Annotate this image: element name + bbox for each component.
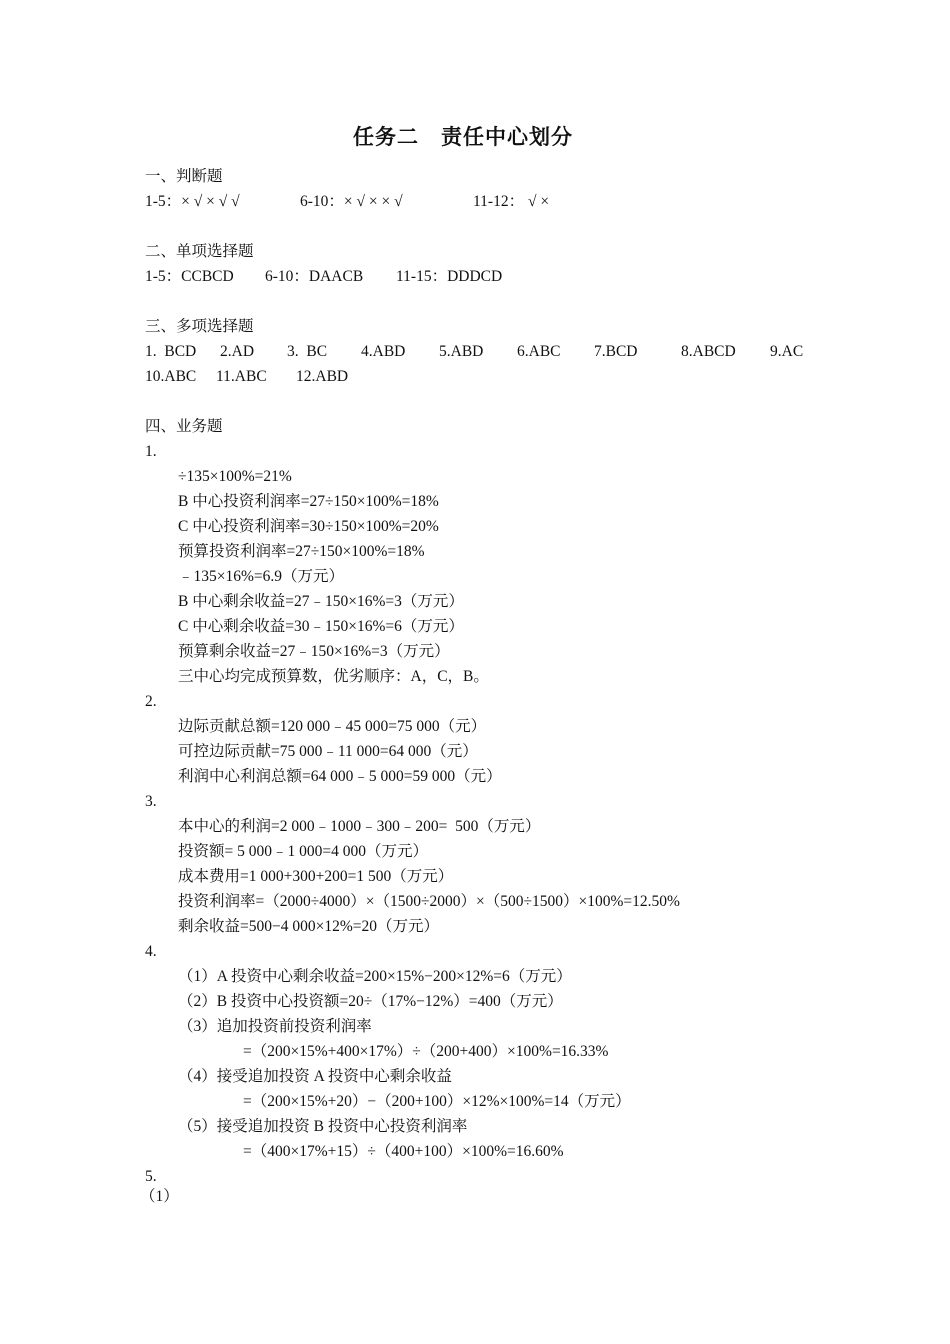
answer-item: 1-5：CCBCD	[145, 268, 234, 285]
text-line: 可控边际贡献=75 000﹣11 000=64 000（元）	[178, 743, 478, 760]
text-line: C 中心投资利润率=30÷150×100%=20%	[178, 518, 439, 535]
answer-item: 2.AD	[220, 343, 255, 360]
text-line: =（400×17%+15）÷（400+100）×100%=16.60%	[243, 1143, 564, 1160]
answer-item: 11.ABC	[216, 368, 267, 385]
page-title: 任务二 责任中心划分	[353, 125, 573, 149]
answer-item: 6-10：DAACB	[265, 268, 364, 285]
text-line: （2）B 投资中心投资额=20÷（17%−12%）=400（万元）	[178, 993, 563, 1010]
text-line: B 中心剩余收益=27﹣150×16%=3（万元）	[178, 593, 464, 610]
answer-item: 1. BCD	[145, 343, 197, 360]
answer-item: 7.BCD	[594, 343, 638, 360]
text-line: 投资利润率=（2000÷4000）×（1500÷2000）×（500÷1500）×100%=12.50%	[178, 893, 680, 910]
answer-item: 8.ABCD	[681, 343, 736, 360]
answer-item: 6-10：× √ × × √	[300, 193, 403, 210]
answer-item: 4.ABD	[361, 343, 406, 360]
text-line: ﹣135×16%=6.9（万元）	[178, 568, 345, 585]
text-line: ÷135×100%=21%	[178, 468, 292, 485]
text-line: B 中心投资利润率=27÷150×100%=18%	[178, 493, 439, 510]
text-line: 一、判断题	[145, 168, 223, 185]
text-line: 预算投资利润率=27÷150×100%=18%	[178, 543, 425, 560]
text-line: 二、单项选择题	[145, 243, 254, 260]
text-line: （1）	[140, 1188, 179, 1205]
text-line: 3.	[145, 793, 157, 810]
text-line: 1.	[145, 443, 157, 460]
answer-item: 3. BC	[287, 343, 328, 360]
text-line: （3）追加投资前投资利润率	[178, 1018, 372, 1035]
text-line: 三中心均完成预算数，优劣顺序：A，C，B。	[178, 668, 489, 685]
text-line: 5.	[145, 1168, 157, 1185]
answer-item: 12.ABD	[296, 368, 349, 385]
text-line: 投资额= 5 000﹣1 000=4 000（万元）	[178, 843, 428, 860]
text-line: 剩余收益=500−4 000×12%=20（万元）	[178, 918, 440, 935]
text-line: （4）接受追加投资 A 投资中心剩余收益	[178, 1068, 452, 1085]
text-line: （1）A 投资中心剩余收益=200×15%−200×12%=6（万元）	[178, 968, 572, 985]
text-line: 预算剩余收益=27﹣150×16%=3（万元）	[178, 643, 450, 660]
text-line: =（200×15%+400×17%）÷（200+400）×100%=16.33%	[243, 1043, 609, 1060]
text-line: 三、多项选择题	[145, 318, 254, 335]
answer-item: 9.AC	[770, 343, 804, 360]
answer-item: 1-5：× √ × √ √	[145, 193, 240, 210]
text-line: 4.	[145, 943, 157, 960]
text-line: 四、业务题	[145, 418, 223, 435]
answer-item: 11-12： √ ×	[473, 193, 550, 210]
text-line: 2.	[145, 693, 157, 710]
text-line: C 中心剩余收益=30﹣150×16%=6（万元）	[178, 618, 464, 635]
text-line: 本中心的利润=2 000﹣1000﹣300﹣200= 500（万元）	[178, 818, 541, 835]
text-line: =（200×15%+20）−（200+100）×12%×100%=14（万元）	[243, 1093, 631, 1110]
answer-item: 11-15：DDDCD	[396, 268, 503, 285]
answer-item: 10.ABC	[145, 368, 197, 385]
text-line: 成本费用=1 000+300+200=1 500（万元）	[178, 868, 454, 885]
answer-item: 6.ABC	[517, 343, 561, 360]
text-line: 利润中心利润总额=64 000﹣5 000=59 000（元）	[178, 768, 502, 785]
answer-item: 5.ABD	[439, 343, 484, 360]
text-line: （5）接受追加投资 B 投资中心投资利润率	[178, 1118, 468, 1135]
text-line: 边际贡献总额=120 000﹣45 000=75 000（元）	[178, 718, 487, 735]
